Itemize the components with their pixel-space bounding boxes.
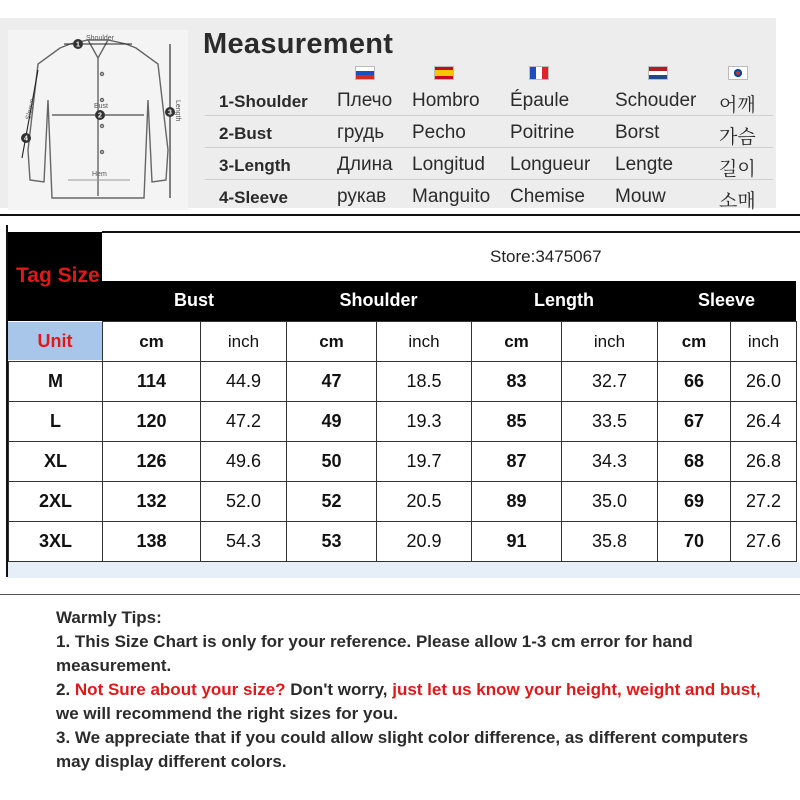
bust-cm-cell: 120: [103, 402, 201, 442]
sleeve-cm-cell: 67: [658, 402, 731, 442]
bust-cm-cell: 138: [103, 522, 201, 562]
header-shoulder: Shoulder: [339, 290, 418, 310]
sleeve-cm-cell: 68: [658, 442, 731, 482]
russia-flag-icon: [355, 66, 375, 80]
shoulder-inch-cell: 18.5: [377, 362, 472, 402]
unit-sleeve-cm: cm: [658, 322, 731, 362]
table-row: [9, 522, 797, 562]
measure-es: Pecho: [412, 122, 466, 143]
measure-ko: 어깨: [719, 95, 756, 116]
unit-sleeve-inch: inch: [731, 322, 797, 362]
tip-2: [56, 678, 786, 726]
spain-flag-icon: [434, 66, 454, 80]
france-flag-icon: [529, 66, 549, 80]
sleeve-inch-cell: 26.4: [731, 402, 797, 442]
netherlands-flag-icon: [648, 66, 668, 80]
size-cell: XL: [9, 442, 103, 482]
length-inch-cell: 35.8: [562, 522, 658, 562]
length-cm-cell: 89: [472, 482, 562, 522]
length-inch-cell: 32.7: [562, 362, 658, 402]
bust-inch-cell: 47.2: [201, 402, 287, 442]
warm-tips: [56, 606, 786, 774]
measure-label: 1-Shoulder: [219, 92, 308, 111]
tip-3: 3. We appreciate that if you could allow slight color difference, as different computers may display different colors.: [56, 728, 749, 771]
bust-inch-cell: 52.0: [201, 482, 287, 522]
table-row: [9, 402, 797, 442]
size-cell: M: [9, 362, 103, 402]
diagram-number-2: 2: [98, 112, 102, 120]
korea-flag-icon: [728, 66, 748, 80]
unit-shoulder-cm: cm: [287, 322, 377, 362]
bust-inch-cell: 44.9: [201, 362, 287, 402]
tips-divider: [0, 594, 800, 595]
diagram-length-label: Length: [174, 100, 181, 122]
measure-nl: Mouw: [615, 186, 666, 207]
length-cm-cell: 91: [472, 522, 562, 562]
unit-bust-inch: inch: [201, 322, 287, 362]
tip-2-red-question: Not Sure about your size?: [74, 680, 286, 699]
tip-2-red-request: just let us know your height, weight and bust,: [392, 680, 761, 699]
measure-nl: Lengte: [615, 154, 674, 175]
header-bust: Bust: [174, 290, 214, 310]
measure-fr: Épaule: [510, 90, 570, 111]
measure-ru: Длина: [337, 154, 393, 175]
size-cell: 2XL: [9, 482, 103, 522]
units-row: [9, 322, 797, 362]
shoulder-cm-cell: 52: [287, 482, 377, 522]
bust-inch-cell: 49.6: [201, 442, 287, 482]
length-cm-cell: 85: [472, 402, 562, 442]
sleeve-cm-cell: 66: [658, 362, 731, 402]
sleeve-inch-cell: 26.8: [731, 442, 797, 482]
shoulder-cm-cell: 47: [287, 362, 377, 402]
measure-nl: Borst: [615, 122, 660, 143]
tag-size-label: Tag Size: [16, 264, 100, 287]
bust-cm-cell: 126: [103, 442, 201, 482]
sleeve-inch-cell: 26.0: [731, 362, 797, 402]
sleeve-cm-cell: 70: [658, 522, 731, 562]
shoulder-cm-cell: 53: [287, 522, 377, 562]
shoulder-inch-cell: 19.3: [377, 402, 472, 442]
measure-fr: Poitrine: [510, 122, 575, 143]
sleeve-cm-cell: 69: [658, 482, 731, 522]
table-top-rule: [102, 231, 800, 233]
measurement-title: Measurement: [203, 28, 394, 60]
shirt-illustration-icon: [8, 30, 188, 210]
tip-2-prefix: 2.: [56, 680, 75, 699]
diagram-number-4: 4: [24, 135, 28, 143]
size-table: [8, 321, 797, 562]
diagram-hem-label: Hem: [92, 171, 107, 178]
header-length: Length: [534, 290, 594, 310]
length-inch-cell: 35.0: [562, 482, 658, 522]
table-bottom-band: [8, 562, 800, 578]
measure-ru: Плечо: [337, 90, 393, 111]
sleeve-inch-cell: 27.2: [731, 482, 797, 522]
table-row: [9, 442, 797, 482]
measure-label: 3-Length: [219, 156, 291, 175]
measure-es: Manguito: [412, 186, 491, 207]
sleeve-inch-cell: 27.6: [731, 522, 797, 562]
diagram-number-3: 3: [168, 109, 172, 117]
length-cm-cell: 83: [472, 362, 562, 402]
table-row: [9, 482, 797, 522]
measure-label: 4-Sleeve: [219, 188, 288, 207]
measure-ko: 소매: [719, 191, 756, 212]
bust-cm-cell: 132: [103, 482, 201, 522]
measure-ru: рукав: [337, 186, 387, 207]
unit-length-cm: cm: [472, 322, 562, 362]
store-id: Store:3475067: [490, 247, 602, 266]
measurement-row-length: [205, 148, 773, 180]
tip-1: 1. This Size Chart is only for your reference. Please allow 1-3 cm error for hand measurement.: [56, 632, 693, 675]
bust-inch-cell: 54.3: [201, 522, 287, 562]
length-inch-cell: 33.5: [562, 402, 658, 442]
header-sleeve: Sleeve: [697, 290, 756, 310]
unit-bust-cm: cm: [103, 322, 201, 362]
unit-label: Unit: [37, 331, 73, 351]
shirt-diagram: [8, 30, 188, 210]
tips-title: Warmly Tips:: [56, 608, 162, 627]
unit-length-inch: inch: [562, 322, 658, 362]
flag-row: [205, 62, 773, 84]
measure-label: 2-Bust: [219, 124, 272, 143]
shoulder-inch-cell: 19.7: [377, 442, 472, 482]
shoulder-cm-cell: 50: [287, 442, 377, 482]
shoulder-inch-cell: 20.9: [377, 522, 472, 562]
diagram-number-1: 1: [76, 41, 80, 49]
tip-2-mid: Don't worry,: [285, 680, 393, 699]
measure-nl: Schouder: [615, 90, 697, 111]
tip-2-end: we will recommend the right sizes for you.: [56, 704, 398, 723]
measure-ko: 가슴: [719, 127, 756, 148]
measure-ru: грудь: [337, 122, 385, 143]
bust-cm-cell: 114: [103, 362, 201, 402]
measurement-row-sleeve: [205, 180, 773, 212]
shoulder-inch-cell: 20.5: [377, 482, 472, 522]
length-inch-cell: 34.3: [562, 442, 658, 482]
measure-fr: Chemise: [510, 186, 585, 207]
measurement-row-shoulder: [205, 84, 773, 116]
diagram-bust-label: Bust: [94, 103, 109, 110]
unit-shoulder-inch: inch: [377, 322, 472, 362]
length-cm-cell: 87: [472, 442, 562, 482]
size-cell: 3XL: [9, 522, 103, 562]
section-divider: [0, 214, 800, 216]
measure-es: Longitud: [412, 154, 485, 175]
measurement-row-bust: [205, 116, 773, 148]
diagram-shoulder-label: Shoulder: [86, 35, 115, 42]
measurement-panel: [0, 18, 776, 212]
diagram-sleeve-label: Sleeve: [25, 98, 37, 121]
shoulder-cm-cell: 49: [287, 402, 377, 442]
measure-ko: 길이: [719, 159, 756, 180]
table-row: [9, 362, 797, 402]
measure-fr: Longueur: [510, 154, 591, 175]
size-cell: L: [9, 402, 103, 442]
measurement-language-grid: [205, 62, 773, 212]
measure-es: Hombro: [412, 90, 480, 111]
